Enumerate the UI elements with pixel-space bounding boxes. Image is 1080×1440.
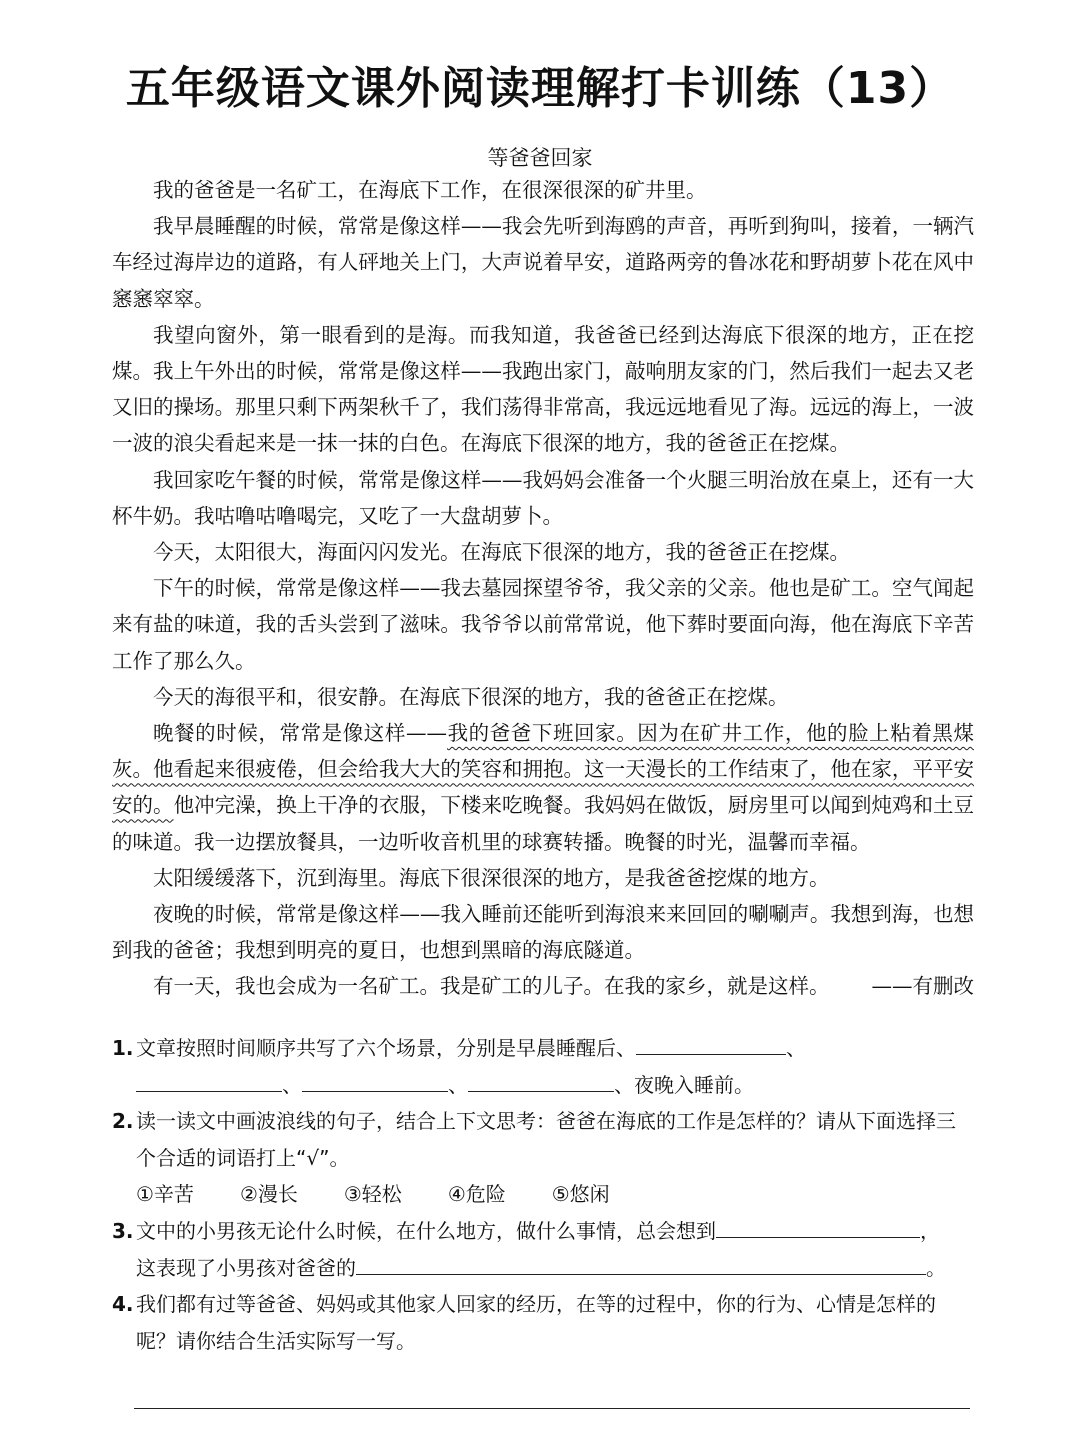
question-text: 读一读文中画波浪线的句子，结合上下文思考：爸爸在海底的工作是怎样的？请从下面选择三个合适的词语打上“√”。 [136, 1109, 956, 1170]
option-item[interactable]: ②漫长 [239, 1182, 298, 1207]
option-item[interactable]: ④危险 [447, 1182, 506, 1207]
story-paragraph: 我回家吃午餐的时候，常常是像这样——我妈妈会准备一个火腿三明治放在桌上，还有一大杯牛奶。我咕噜咕噜喝完，又吃了一大盘胡萝卜。 [112, 467, 974, 528]
option-item[interactable]: ③轻松 [343, 1182, 402, 1207]
option-item[interactable]: ⑤悠闲 [551, 1182, 610, 1207]
options-list [136, 1176, 974, 1213]
answer-writing-line[interactable] [134, 1408, 970, 1409]
option-item[interactable]: ①辛苦 [136, 1182, 194, 1207]
answer-blank[interactable] [636, 1032, 786, 1055]
question-text-tail: 、夜晚入睡前。 [614, 1072, 754, 1097]
question-text: 文中的小男孩无论什么时候，在什么地方，做什么事情，总会想到 [136, 1218, 716, 1243]
source-note: ——有删改 [871, 974, 974, 999]
wavy-underlined-sentence: 我的爸爸下班回家。因为在矿井工作，他的脸上粘着黑煤灰。他看起来很疲倦，但会给我大大的笑容和拥抱。这一天漫长的工作结束了，他在家，平平安安的。 [112, 721, 975, 818]
story-paragraph: 夜晚的时候，常常是像这样——我入睡前还能听到海浪来来回回的唰唰声。我想到海，也想到我的爸爸；我想到明亮的夏日，也想到黑暗的海底隧道。 [112, 902, 974, 963]
question-number: 1. [112, 1036, 134, 1060]
answer-blank[interactable] [468, 1069, 614, 1092]
question-1 [112, 1030, 974, 1103]
story-paragraph-dinner [112, 715, 974, 860]
story-paragraph: 我的爸爸是一名矿工，在海底下工作，在很深很深的矿井里。 [153, 178, 707, 202]
story-body [112, 172, 974, 1005]
answer-blank[interactable] [302, 1069, 448, 1092]
answer-blank[interactable] [356, 1252, 926, 1275]
question-number: 3. [112, 1218, 134, 1243]
story-paragraph: 我望向窗外，第一眼看到的是海。而我知道，我爸爸已经到达海底下很深的地方，正在挖煤。我上午外出的时候，常常是像这样——我跑出家门，敲响朋友家的门，然后我们一起去又老又旧的操场。那里只剩下两架秋千了，我们荡得非常高，我远远地看见了海。远远的海上，一波一波的浪尖看起来是一抹一抹的白色。在海底下很深的地方，我的爸爸正在挖煤。 [112, 322, 974, 456]
punctuation: 。 [926, 1255, 946, 1280]
last-sentence: 有一天，我也会成为一名矿工。我是矿工的儿子。在我的家乡，就是这样。 [153, 974, 830, 999]
separator: 、 [282, 1072, 302, 1097]
question-2 [112, 1103, 974, 1213]
punctuation: ， [920, 1218, 940, 1243]
question-number: 4. [112, 1292, 134, 1317]
dinner-intro: 晚餐的时候，常常是像这样—— [153, 721, 447, 746]
story-paragraph: 今天的海很平和，很安静。在海底下很深的地方，我的爸爸正在挖煤。 [153, 684, 789, 709]
separator: 、 [786, 1036, 806, 1060]
answer-blank[interactable] [136, 1069, 282, 1092]
story-title: 等爸爸回家 [487, 146, 593, 170]
question-text: 这表现了小男孩对爸爸的 [136, 1255, 356, 1280]
dinner-rest: 他冲完澡，换上干净的衣服，下楼来吃晚餐。我妈妈在做饭，厨房里可以闻到炖鸡和土豆的味道。我一边摆放餐具，一边听收音机里的球赛转播。晚餐的时光，温馨而幸福。 [112, 793, 975, 854]
question-text: 文章按照时间顺序共写了六个场景，分别是早晨睡醒后、 [136, 1036, 636, 1060]
question-text: 我们都有过等爸爸、妈妈或其他家人回家的经历，在等的过程中，你的行为、心情是怎样的呢？请你结合生活实际写一写。 [136, 1292, 936, 1353]
story-paragraph-last [112, 968, 974, 1004]
story-paragraph: 我早晨睡醒的时候，常常是像这样——我会先听到海鸥的声音，再听到狗叫，接着，一辆汽车经过海岸边的道路，有人砰地关上门，大声说着早安，道路两旁的鲁冰花和野胡萝卜花在风中窸窸窣窣。 [112, 214, 974, 311]
page-title: 五年级语文课外阅读理解打卡训练（13） [125, 63, 955, 114]
question-3 [112, 1213, 974, 1286]
question-number: 2. [112, 1109, 134, 1134]
separator: 、 [448, 1072, 468, 1097]
story-paragraph: 下午的时候，常常是像这样——我去墓园探望爷爷，我父亲的父亲。他也是矿工。空气闻起来有盐的味道，我的舌头尝到了滋味。我爷爷以前常常说，他下葬时要面向海，他在海底下辛苦工作了那么久。 [112, 576, 974, 673]
question-4 [112, 1286, 974, 1359]
answer-blank[interactable] [716, 1215, 920, 1238]
questions-section [112, 1030, 974, 1359]
story-paragraph: 今天，太阳很大，海面闪闪发光。在海底下很深的地方，我的爸爸正在挖煤。 [153, 540, 850, 565]
story-paragraph: 太阳缓缓落下，沉到海里。海底下很深很深的地方，是我爸爸挖煤的地方。 [153, 865, 830, 890]
